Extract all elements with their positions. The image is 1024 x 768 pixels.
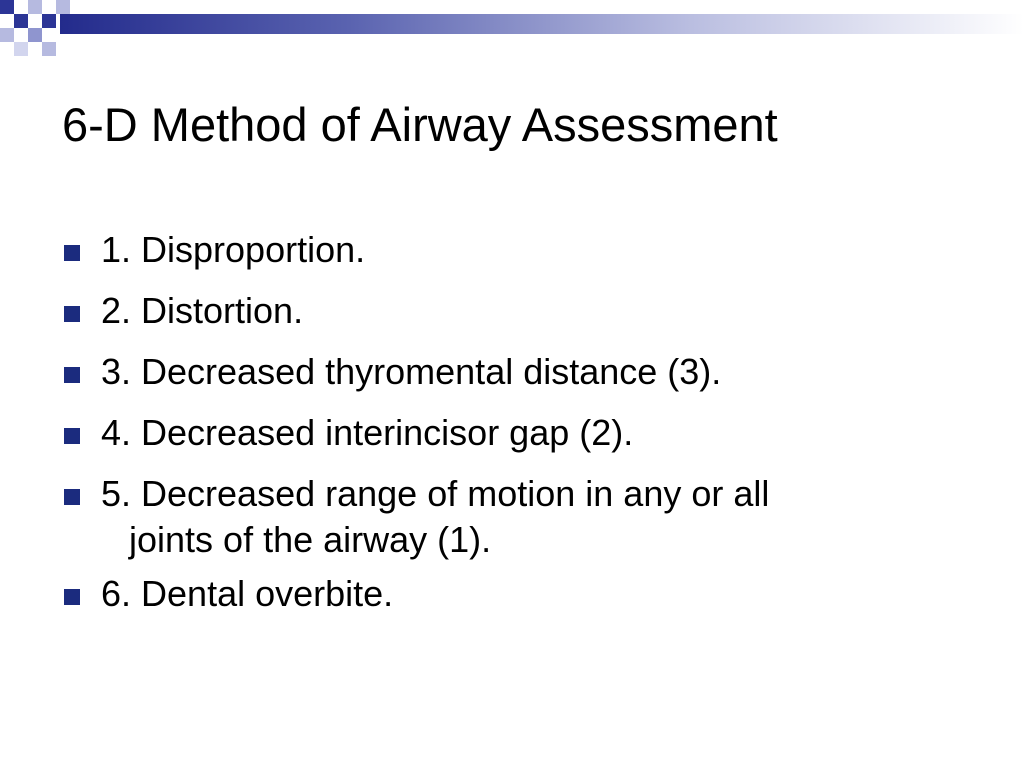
bullet-text: 5. Decreased range of motion in any or all <box>101 473 770 514</box>
bullet-text: 3. Decreased thyromental distance (3). <box>101 351 722 392</box>
square-bullet-icon <box>64 589 80 605</box>
list-item <box>64 350 984 394</box>
bullet-text: 1. Disproportion. <box>101 229 366 270</box>
bullet-text-continuation: joints of the airway (1). <box>129 519 492 560</box>
deco-square <box>42 42 56 56</box>
deco-square <box>42 14 56 28</box>
bullet-text: 4. Decreased interincisor gap (2). <box>101 412 634 453</box>
deco-square <box>28 0 42 14</box>
list-item <box>64 289 984 333</box>
bullet-text: 2. Distortion. <box>101 290 304 331</box>
square-bullet-icon <box>64 489 80 505</box>
slide-title: 6-D Method of Airway Assessment <box>62 98 778 151</box>
bullet-text: 6. Dental overbite. <box>101 573 394 614</box>
deco-square <box>14 14 28 28</box>
list-item <box>64 472 984 562</box>
square-bullet-icon <box>64 367 80 383</box>
square-bullet-icon <box>64 245 80 261</box>
deco-square <box>28 28 42 42</box>
list-item <box>64 572 984 616</box>
square-bullet-icon <box>64 428 80 444</box>
square-bullet-icon <box>64 306 80 322</box>
header-decoration <box>0 0 1024 64</box>
deco-square <box>56 0 70 14</box>
deco-square <box>14 42 28 56</box>
bullet-list <box>64 228 984 633</box>
list-item <box>64 228 984 272</box>
deco-square <box>0 28 14 42</box>
deco-square <box>0 0 14 14</box>
header-gradient-band <box>60 14 1024 34</box>
list-item <box>64 411 984 455</box>
